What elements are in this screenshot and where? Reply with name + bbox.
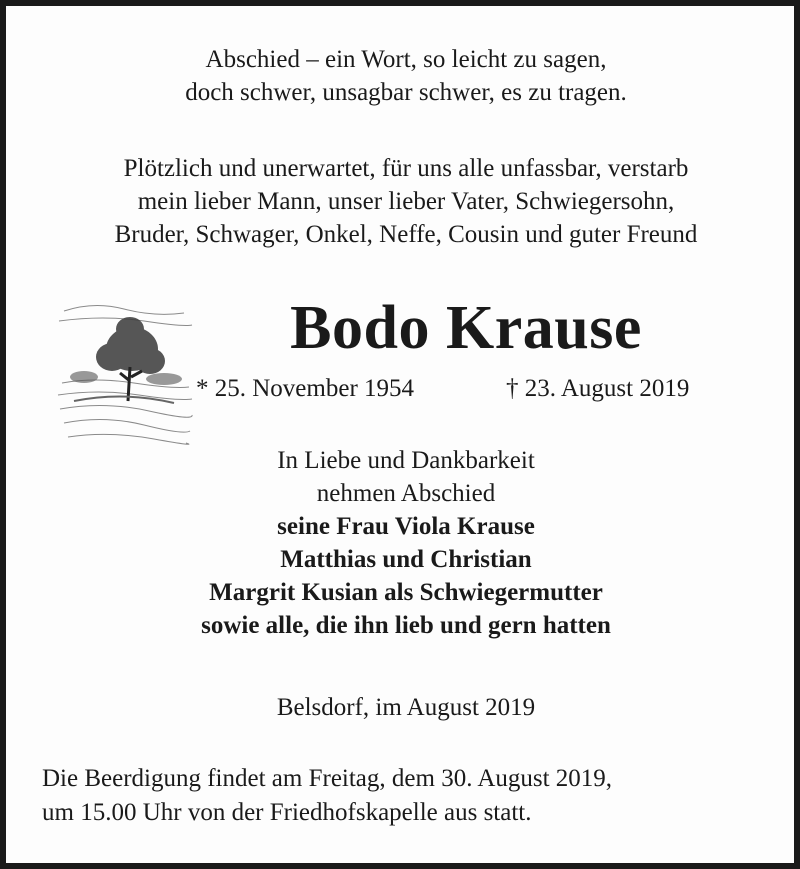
tree-landscape-icon bbox=[54, 291, 194, 451]
place-date: Belsdorf, im August 2019 bbox=[276, 694, 536, 721]
mourners-lead-line: nehmen Abschied bbox=[316, 480, 496, 507]
funeral-line: um 15.00 Uhr von der Friedhofskapelle aus statt. bbox=[42, 799, 532, 826]
funeral-info bbox=[42, 762, 612, 830]
intro-line: Plötzlich und unerwartet, für uns alle unfassbar, verstarb bbox=[123, 155, 689, 182]
birth-date: * 25. November 1954 bbox=[196, 375, 415, 402]
poem bbox=[6, 43, 800, 109]
intro-text bbox=[6, 152, 800, 251]
death-date: † 23. August 2019 bbox=[506, 375, 690, 402]
mourners-lead-line: In Liebe und Dankbarkeit bbox=[277, 447, 535, 474]
poem-line: Abschied – ein Wort, so leicht zu sagen, bbox=[205, 46, 607, 73]
mourners bbox=[6, 444, 800, 642]
mourner-name: sowie alle, die ihn lieb und gern hatten bbox=[201, 612, 611, 639]
mourner-name: seine Frau Viola Krause bbox=[277, 513, 535, 540]
intro-line: Bruder, Schwager, Onkel, Neffe, Cousin und guter Freund bbox=[114, 221, 698, 248]
intro-line: mein lieber Mann, unser lieber Vater, Schwiegersohn, bbox=[137, 188, 675, 215]
mourner-name: Margrit Kusian als Schwiegermutter bbox=[209, 579, 603, 606]
poem-line: doch schwer, unsagbar schwer, es zu tragen. bbox=[185, 79, 627, 106]
mourner-name: Matthias und Christian bbox=[280, 546, 532, 573]
deceased-name: Bodo Krause bbox=[290, 294, 642, 362]
funeral-line: Die Beerdigung findet am Freitag, dem 30. August 2019, bbox=[42, 765, 613, 792]
